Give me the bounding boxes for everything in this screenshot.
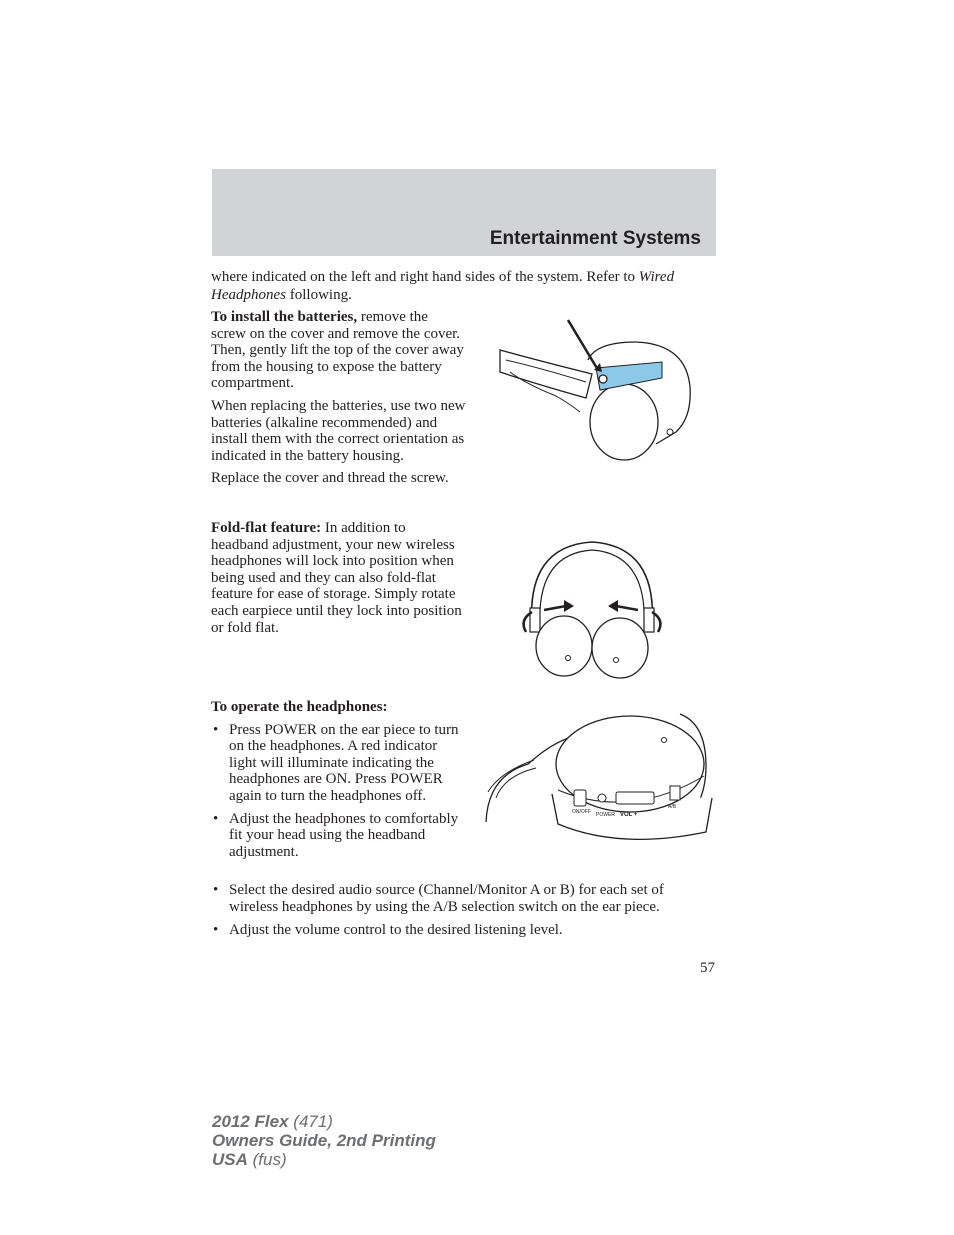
fold-flat-paragraph bbox=[211, 520, 466, 636]
replace-cover-paragraph: Replace the cover and thread the screw. bbox=[211, 470, 449, 487]
operate-heading-text: To operate the headphones: bbox=[211, 699, 388, 715]
screw-icon bbox=[599, 375, 607, 383]
operate-bullets-wide-section bbox=[211, 882, 716, 945]
rotate-arrow-right-icon bbox=[616, 606, 638, 610]
intro-paragraph bbox=[211, 268, 716, 304]
operate-bullets-wide bbox=[211, 882, 716, 939]
intro-text-before: where indicated on the left and right hand sides of the system. Refer to bbox=[211, 269, 639, 285]
replace-batteries-paragraph: When replacing the batteries, use two new batteries (alkaline recommended) and install them with the correct orientation as indicated in the battery housing. bbox=[211, 397, 466, 464]
install-text: remove the screw on the cover and remove the cover. Then, gently lift the top of the cover away from the housing to expose the battery compartment. bbox=[211, 309, 464, 392]
volume-control-icon bbox=[616, 792, 654, 804]
ab-label: A/B bbox=[668, 804, 677, 810]
on-off-label: ON/OFF bbox=[572, 809, 591, 815]
footer-guide: Owners Guide, 2nd Printing bbox=[212, 1131, 436, 1150]
footer-region-code: (fus) bbox=[247, 1150, 287, 1169]
footer-line-1 bbox=[212, 1112, 436, 1131]
indicator-light-icon bbox=[598, 794, 606, 802]
power-button-icon bbox=[574, 790, 586, 806]
fold-flat-section bbox=[211, 520, 466, 642]
vol-label: VOL + bbox=[620, 812, 638, 818]
list-item: • Select the desired audio source (Channel/Monitor A or B) for each set of wireless headphones by using the A/B selection switch on the ear piece. bbox=[211, 882, 716, 916]
list-item: • Adjust the headphones to comfortably fit your head using the headband adjustment. bbox=[211, 811, 466, 861]
wired-headphones-reference: Wired Headphones bbox=[211, 269, 675, 303]
fold-flat-text: In addition to headband adjustment, your new wireless headphones will lock into position when being used and they can also fold-flat feature for ease of storage. Simply rotate each earpiece until they lock into position or fold flat. bbox=[211, 520, 462, 636]
arrow-icon bbox=[568, 320, 598, 370]
install-batteries-section bbox=[211, 309, 466, 493]
power-label: POWER bbox=[596, 812, 615, 818]
footer-model-code: (471) bbox=[288, 1112, 333, 1131]
page-number: 57 bbox=[700, 960, 715, 976]
footer-region: USA bbox=[212, 1150, 248, 1169]
intro-text-after: following. bbox=[286, 287, 352, 303]
earpiece-controls-illustration bbox=[480, 712, 720, 852]
footer bbox=[212, 1112, 436, 1169]
install-paragraph bbox=[211, 309, 466, 392]
ab-switch-icon bbox=[670, 786, 680, 800]
header-band bbox=[212, 169, 716, 256]
list-item: • Press POWER on the ear piece to turn on the headphones. A red indicator light will illuminate indicating the headphones are ON. Press POWER again to turn the headphones off. bbox=[211, 722, 466, 805]
fold-flat-lead: Fold-flat feature: bbox=[211, 520, 322, 536]
footer-line-3 bbox=[212, 1150, 436, 1169]
list-item: • Adjust the volume control to the desired listening level. bbox=[211, 922, 716, 939]
operate-bullets-narrow bbox=[211, 722, 466, 861]
operate-heading bbox=[211, 699, 466, 716]
section-title: Entertainment Systems bbox=[489, 228, 701, 249]
operate-section bbox=[211, 699, 466, 866]
footer-line-2 bbox=[212, 1131, 436, 1150]
rotate-arrow-left-icon bbox=[544, 606, 566, 610]
footer-model: 2012 Flex bbox=[212, 1112, 289, 1131]
battery-cover-illustration bbox=[496, 312, 696, 462]
install-lead: To install the batteries, bbox=[211, 309, 358, 325]
fold-flat-illustration bbox=[516, 536, 668, 681]
